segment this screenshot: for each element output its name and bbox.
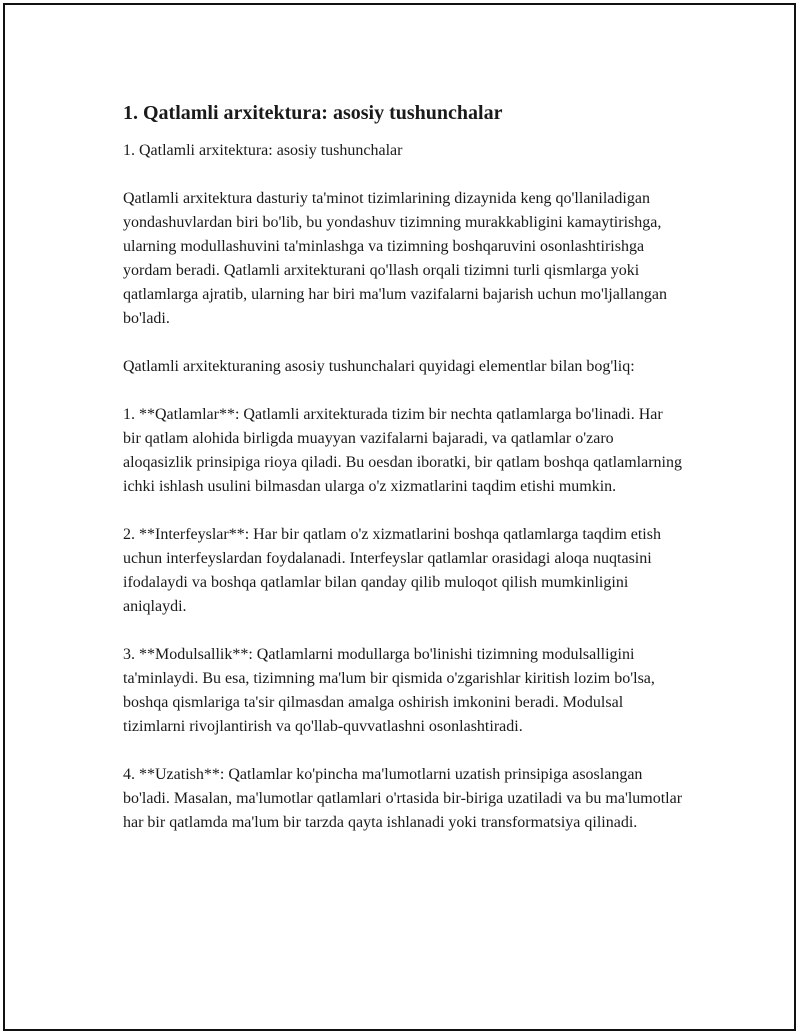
paragraph-subtitle: 1. Qatlamli arxitektura: asosiy tushunchalar bbox=[123, 142, 403, 159]
page-frame bbox=[3, 3, 796, 1031]
paragraph-interfaces: 2. **Interfeyslar**: Har bir qatlam o'z xizmatlarini boshqa qatlamlarga taqdim etish uchun interfeyslardan foydalanadi. Interfeyslar qatlamlar orasidagi aloqa nuqtasini ifodalaydi va boshqa qatlamlar bilan qanday qilib muloqot qilish mumkinligini aniqlaydi. bbox=[123, 526, 661, 615]
document-title: 1. Qatlamli arxitektura: asosiy tushunchalar bbox=[123, 102, 503, 124]
paragraph-layers: 1. **Qatlamlar**: Qatlamli arxitekturada tizim bir nechta qatlamlarga bo'linadi. Har bir qatlam alohida birligda muayyan vazifalarni bajaradi, va qatlamlar o'zaro aloqasizlik prinsipiga rioya qiladi. Bu oesdan iboratki, bir qatlam boshqa qatlamlarning ichki ishlash usulini bilmasdan ularga o'z xizmatlarini taqdim etishi mumkin. bbox=[123, 406, 682, 495]
paragraph-modularity: 3. **Modulsallik**: Qatlamlarni modullarga bo'linishi tizimning modulsalligini ta'minlaydi. Bu esa, tizimning ma'lum bir qismida o'zgarishlar kiritish lozim bo'lsa, boshqa qismlariga ta'sir qilmasdan amalga oshirish imkonini beradi. Modulsal tizimlarni rivojlantirish va qo'llab-quvvatlashni osonlashtiradi. bbox=[123, 646, 655, 735]
paragraph-concepts-lead: Qatlamli arxitekturaning asosiy tushunchalari quyidagi elementlar bilan bog'liq: bbox=[123, 358, 635, 375]
paragraph-transfer: 4. **Uzatish**: Qatlamlar ko'pincha ma'lumotlarni uzatish prinsipiga asoslangan bo'ladi. Masalan, ma'lumotlar qatlamlari o'rtasida bir-biriga uzatiladi va bu ma'lumotlar har bir qatlamda ma'lum bir tarzda qayta ishlanadi yoki transformatsiya qilinadi. bbox=[123, 766, 683, 831]
document-body bbox=[123, 101, 683, 835]
paragraph-intro: Qatlamli arxitektura dasturiy ta'minot tizimlarining dizaynida keng qo'llaniladigan yondashuvlardan biri bo'lib, bu yondashuv tizimning murakkabligini kamaytirishga, ularning modullashuvini ta'minlashga va tizimning boshqaruvini osonlashtirishga yordam beradi. Qatlamli arxitekturani qo'llash orqali tizimni turli qismlarga yoki qatlamlarga ajratib, ularning har biri ma'lum vazifalarni bajarish uchun mo'ljallangan bo'ladi. bbox=[123, 190, 667, 327]
